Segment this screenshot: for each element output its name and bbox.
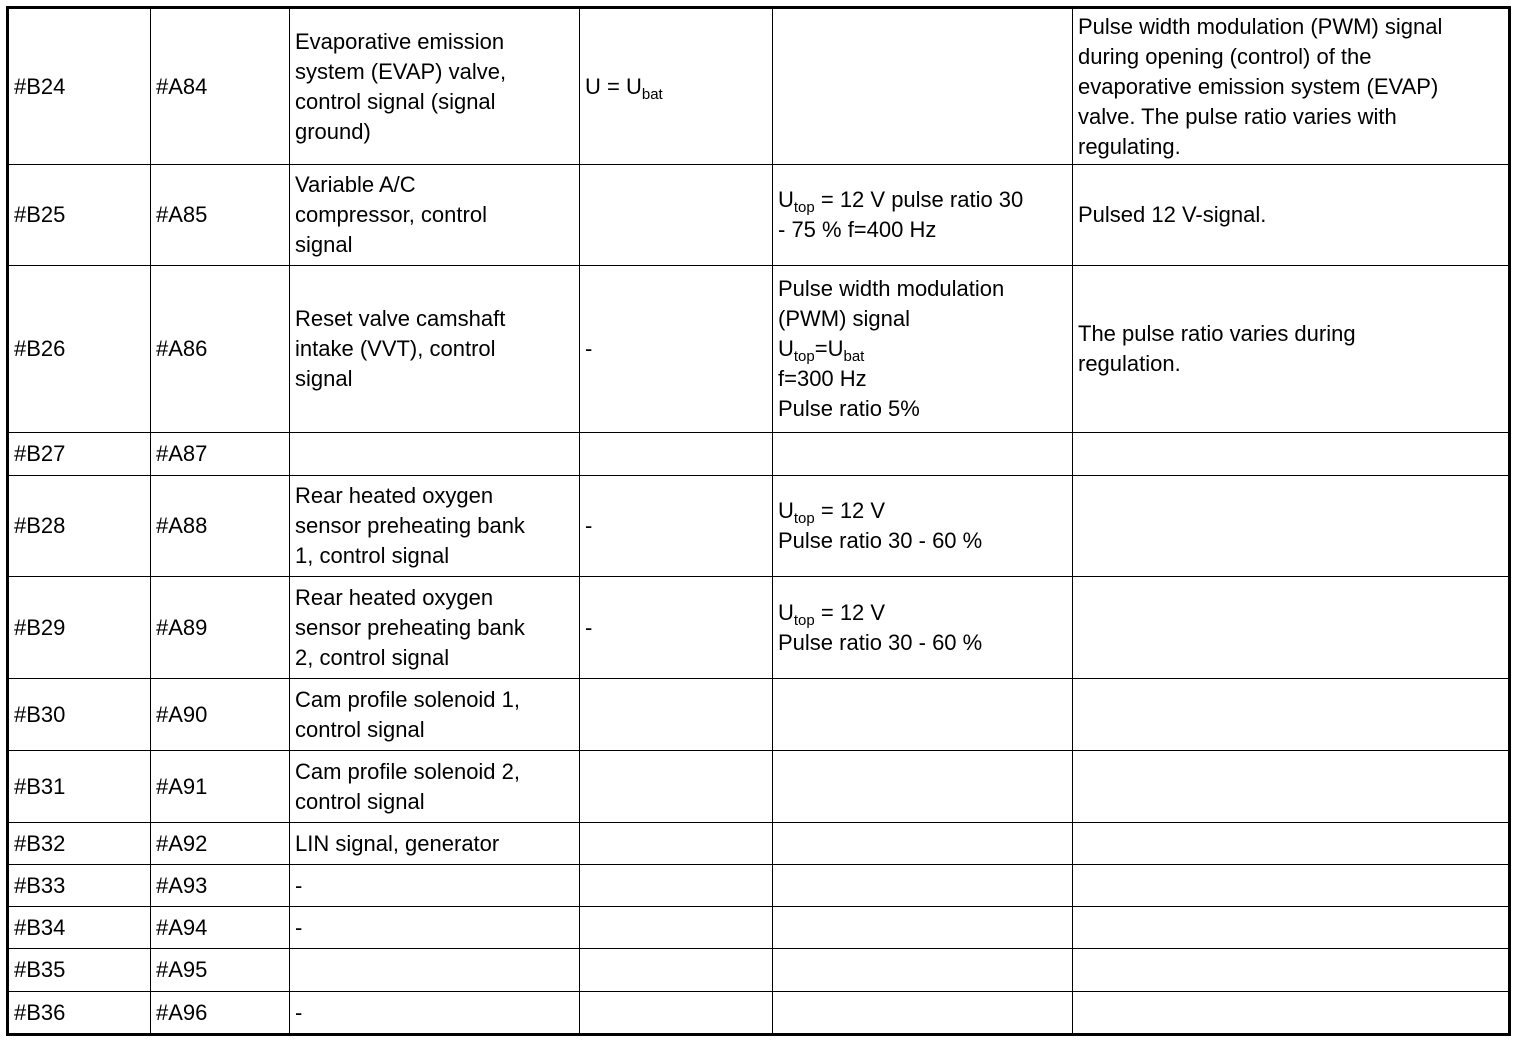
signal-text: U <box>778 187 794 212</box>
voltage-cell <box>580 577 773 679</box>
table-row <box>8 949 1510 992</box>
signal-text: Pulse ratio 30 - 60 % <box>778 528 983 553</box>
comment-cell <box>1073 949 1510 992</box>
table-row <box>8 992 1510 1035</box>
description-line: Evaporative emission <box>295 28 505 54</box>
signal-subscript: top <box>793 510 815 527</box>
comment-line: regulation. <box>1078 351 1181 376</box>
signal-subscript: top <box>793 199 815 216</box>
pin-b-cell: #B27 <box>8 433 151 476</box>
voltage-cell <box>580 751 773 823</box>
pin-a-cell: #A91 <box>151 751 290 823</box>
description-line: sensor preheating bank <box>295 513 525 538</box>
voltage-cell <box>580 907 773 949</box>
description-line: control signal (signal <box>295 88 496 114</box>
signal-cell <box>773 751 1073 823</box>
description-cell <box>290 476 580 577</box>
comment-cell <box>1073 165 1510 266</box>
pin-b-cell: #B30 <box>8 679 151 751</box>
table-row <box>8 751 1510 823</box>
pin-a-cell: #A88 <box>151 476 290 577</box>
comment-cell <box>1073 751 1510 823</box>
description-line: intake (VVT), control <box>295 336 496 361</box>
pin-a-cell: #A96 <box>151 992 290 1035</box>
voltage-value: - <box>585 614 593 640</box>
comment-line: regulating. <box>1078 133 1181 159</box>
signal-cell <box>773 476 1073 577</box>
comment-cell <box>1073 679 1510 751</box>
signal-line <box>778 334 1067 364</box>
pin-a-cell: #A93 <box>151 865 290 907</box>
pin-a-cell: #A84 <box>151 8 290 165</box>
signal-text: Pulse width modulation <box>778 276 1005 301</box>
description-cell <box>290 679 580 751</box>
signal-line <box>778 628 1067 658</box>
signal-line <box>778 496 1067 526</box>
pin-a-cell: #A89 <box>151 577 290 679</box>
comment-cell <box>1073 865 1510 907</box>
description-cell <box>290 165 580 266</box>
pin-a-cell: #A87 <box>151 433 290 476</box>
pin-b-cell: #B32 <box>8 823 151 865</box>
description-line: LIN signal, generator <box>295 830 500 856</box>
signal-cell <box>773 266 1073 433</box>
voltage-cell <box>580 865 773 907</box>
table-row <box>8 433 1510 476</box>
comment-line: during opening (control) of the <box>1078 43 1372 69</box>
signal-text: f=300 Hz <box>778 366 867 391</box>
table-row <box>8 679 1510 751</box>
table-row <box>8 823 1510 865</box>
pin-a-cell: #A85 <box>151 165 290 266</box>
description-cell <box>290 992 580 1035</box>
signal-cell <box>773 992 1073 1035</box>
comment-line: Pulse width modulation (PWM) signal <box>1078 13 1443 39</box>
signal-cell <box>773 823 1073 865</box>
description-cell <box>290 8 580 165</box>
description-line: compressor, control <box>295 202 487 227</box>
voltage-cell <box>580 949 773 992</box>
comment-cell <box>1073 476 1510 577</box>
pin-a-cell: #A94 <box>151 907 290 949</box>
pin-a-cell: #A90 <box>151 679 290 751</box>
comment-cell <box>1073 433 1510 476</box>
pin-b-cell: #B26 <box>8 266 151 433</box>
pin-b-cell: #B31 <box>8 751 151 823</box>
pin-b-cell: #B25 <box>8 165 151 266</box>
description-line: - <box>295 872 303 898</box>
description-line: Rear heated oxygen <box>295 483 494 508</box>
description-line: Variable A/C <box>295 172 416 197</box>
table-row <box>8 865 1510 907</box>
signal-subscript: top <box>793 611 815 629</box>
pin-b-cell: #B24 <box>8 8 151 165</box>
description-line: system (EVAP) valve, <box>295 58 507 84</box>
voltage-value: - <box>585 513 593 538</box>
pin-b-cell: #B29 <box>8 577 151 679</box>
voltage-cell <box>580 823 773 865</box>
pin-a-cell: #A95 <box>151 949 290 992</box>
signal-cell <box>773 949 1073 992</box>
signal-line <box>778 364 1067 394</box>
signal-text: = 12 V <box>814 599 886 625</box>
pin-signal-table <box>6 6 1511 1036</box>
voltage-value: - <box>585 336 593 361</box>
comment-cell <box>1073 907 1510 949</box>
comment-cell <box>1073 577 1510 679</box>
table-body <box>8 8 1510 1035</box>
table-row <box>8 165 1510 266</box>
voltage-cell <box>580 433 773 476</box>
comment-line: Pulsed 12 V-signal. <box>1078 202 1267 227</box>
description-cell <box>290 907 580 949</box>
table-row <box>8 8 1510 165</box>
signal-text: U <box>778 498 794 523</box>
signal-cell <box>773 433 1073 476</box>
comment-line: The pulse ratio varies during <box>1078 321 1356 346</box>
signal-subscript: bat <box>843 348 865 365</box>
signal-line <box>778 274 1067 304</box>
signal-text: U <box>778 599 794 625</box>
pin-b-cell: #B33 <box>8 865 151 907</box>
signal-cell <box>773 165 1073 266</box>
signal-line <box>778 215 1067 245</box>
signal-line <box>778 304 1067 334</box>
description-cell <box>290 865 580 907</box>
signal-cell <box>773 679 1073 751</box>
signal-text: = 12 V pulse ratio 30 <box>814 187 1024 212</box>
signal-cell <box>773 8 1073 165</box>
description-line: 1, control signal <box>295 543 450 568</box>
description-cell <box>290 266 580 433</box>
voltage-cell <box>580 266 773 433</box>
voltage-cell <box>580 165 773 266</box>
description-line: - <box>295 999 303 1025</box>
pin-b-cell: #B28 <box>8 476 151 577</box>
comment-line: evaporative emission system (EVAP) <box>1078 73 1439 99</box>
voltage-cell <box>580 992 773 1035</box>
comment-cell <box>1073 823 1510 865</box>
signal-line <box>778 394 1067 424</box>
description-line: ground) <box>295 118 371 144</box>
signal-line <box>778 185 1067 215</box>
signal-line <box>778 526 1067 556</box>
voltage-subscript: bat <box>641 85 663 103</box>
voltage-cell <box>580 679 773 751</box>
pin-b-cell: #B36 <box>8 992 151 1035</box>
description-line: Cam profile solenoid 2, <box>295 758 521 784</box>
comment-cell <box>1073 8 1510 165</box>
signal-text: =U <box>814 336 844 361</box>
pin-a-cell: #A86 <box>151 266 290 433</box>
comment-line: valve. The pulse ratio varies with <box>1078 103 1397 129</box>
description-cell <box>290 751 580 823</box>
voltage-cell <box>580 8 773 165</box>
comment-cell <box>1073 992 1510 1035</box>
signal-cell <box>773 907 1073 949</box>
signal-text: Pulse ratio 5% <box>778 396 920 421</box>
description-cell <box>290 577 580 679</box>
description-line: control signal <box>295 716 425 742</box>
comment-cell <box>1073 266 1510 433</box>
description-line: 2, control signal <box>295 644 450 670</box>
voltage-value: U = U <box>585 73 642 99</box>
description-line: Rear heated oxygen <box>295 584 494 610</box>
pin-b-cell: #B35 <box>8 949 151 992</box>
description-line: - <box>295 914 303 940</box>
signal-text: U <box>778 336 794 361</box>
description-line: control signal <box>295 788 425 814</box>
table-row <box>8 577 1510 679</box>
signal-cell <box>773 865 1073 907</box>
description-line: sensor preheating bank <box>295 614 525 640</box>
table-row <box>8 907 1510 949</box>
voltage-cell <box>580 476 773 577</box>
description-line: Cam profile solenoid 1, <box>295 686 521 712</box>
description-line: signal <box>295 366 353 391</box>
description-line: signal <box>295 232 353 257</box>
signal-text: - 75 % f=400 Hz <box>778 217 937 242</box>
description-cell <box>290 433 580 476</box>
table-row <box>8 266 1510 433</box>
signal-text: = 12 V <box>814 498 886 523</box>
signal-text: (PWM) signal <box>778 306 911 331</box>
description-cell <box>290 823 580 865</box>
pin-a-cell: #A92 <box>151 823 290 865</box>
description-line: Reset valve camshaft <box>295 306 506 331</box>
table-row <box>8 476 1510 577</box>
signal-cell <box>773 577 1073 679</box>
signal-text: Pulse ratio 30 - 60 % <box>778 629 983 655</box>
description-cell <box>290 949 580 992</box>
signal-subscript: top <box>793 348 815 365</box>
pin-b-cell: #B34 <box>8 907 151 949</box>
signal-line <box>778 598 1067 628</box>
